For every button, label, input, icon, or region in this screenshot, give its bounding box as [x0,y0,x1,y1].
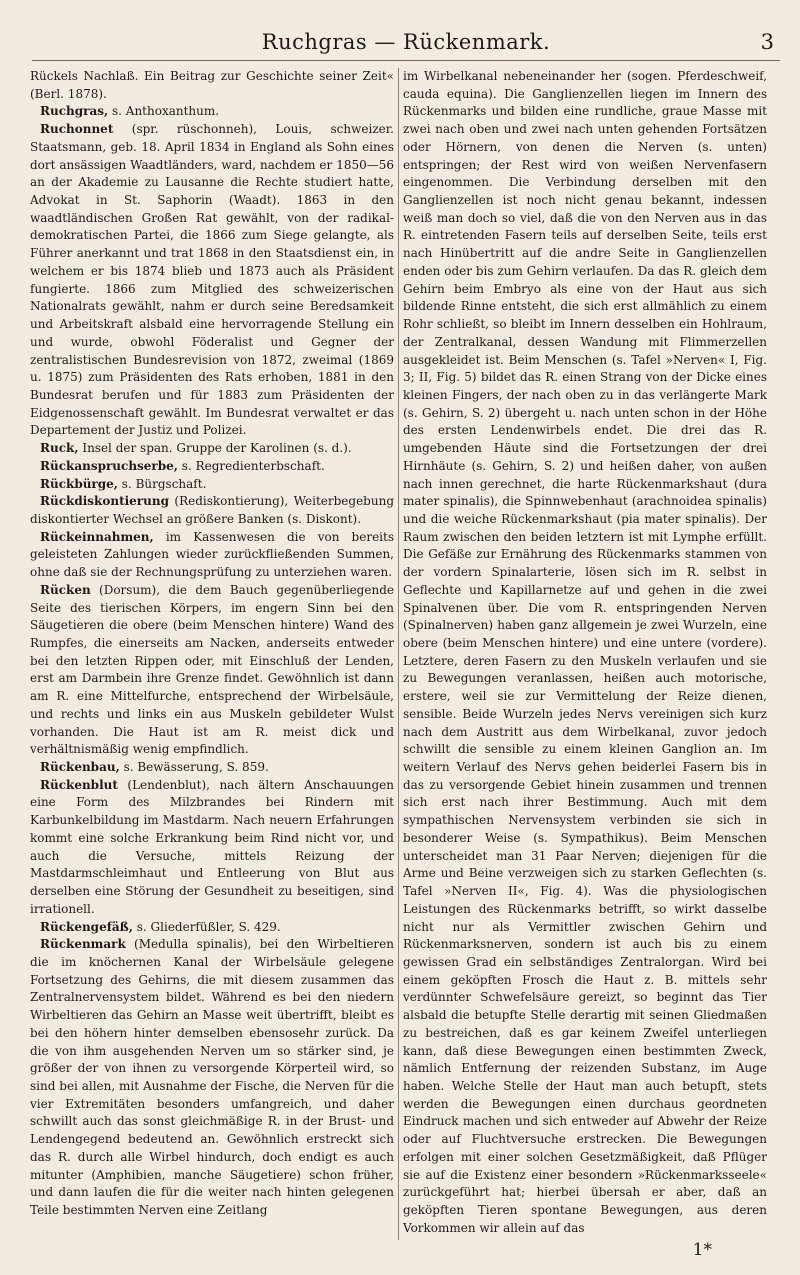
entry-text: s. Regredienterbschaft. [181,458,325,473]
entry-headword: Rückenblut [40,777,118,792]
dictionary-entry [30,777,394,919]
running-head: Ruchgras — Rückenmark. [261,30,551,54]
entry-headword: Rücken [40,582,91,597]
dictionary-entry [30,759,394,777]
entry-headword: Ruchgras, [40,104,109,119]
entry-headword: Rückenmark [40,937,126,952]
dictionary-entry [30,919,394,937]
column-divider [398,68,399,1240]
dictionary-entry [30,440,394,458]
dictionary-entry [30,121,394,440]
dictionary-entry [30,103,394,121]
dictionary-entry [30,936,394,1220]
page-number: 3 [760,30,774,54]
entry-headword: Rückenbau, [40,760,120,775]
entry-text: Insel der span. Gruppe der Karolinen (s. d.). [82,441,352,456]
dictionary-entry [30,68,394,103]
dictionary-entry [403,68,767,1237]
entry-text: (Rediskontierung), Weiterbegebung diskontierter Wechsel an größere Banken (s. Diskont). [30,494,394,526]
left-column [30,68,394,1240]
entry-text: s. Bewässerung, S. 859. [123,760,269,775]
entry-headword: Ruchonnet [40,122,114,137]
page-header [32,30,780,61]
entry-text: im Kassenwesen die von bereits geleisteten Zahlungen wieder zurückfließenden Summen, ohne daß sie der Rechnungsprüfung zu unterziehen waren. [30,529,394,580]
entry-text: Rückels Nachlaß. Ein Beitrag zur Geschichte seiner Zeit« (Berl. 1878). [30,69,394,101]
entry-text: s. Anthoxanthum. [111,104,220,119]
entry-text: im Wirbelkanal nebeneinander her (sogen. Pferdeschweif, cauda equina). Die Ganglienzellen liegen im Innern des Rückenmarks und bilden eine rundliche, graue Masse mit zwei nach oben und zwei nach unten gehenden Fortsätzen oder Hörnern, von denen die Nerven (s. unten) entspringen; der Rest wird von weißen Nervenfasern eingenommen. Die Verbindung derselben mit den Ganglienzellen ist noch nicht genau bekannt, indessen weiß man doch so viel, daß die von den Nerven aus in das R. eintretenden Fasern teils auf derselben Seite, teils erst nach Hinübertritt auf die andre Seite in Ganglienzellen enden oder bis zum Gehirn verlaufen. Da das R. gleich dem Gehirn beim Embryo als eine von der Haut aus sich bildende Rinne entsteht, die sich erst allmählich zu einem Rohr schließt, so bleibt im Innern desselben ein Hohlraum, der Zentralkanal, dessen Wandung mit Flimmerzellen ausgekleidet ist. Beim Menschen (s. Tafel »Nerven« I, Fig. 3; II, Fig. 5) bildet das R. einen Strang von der Dicke eines kleinen Fingers, der nach oben zu in das verlängerte Mark (s. Gehirn, S. 2) übergeht u. nach unten schon in der Höhe des ersten Lendenwirbels endet. Die drei das R. umgebenden Häute sind die Fortsetzungen der drei Hirnhäute (s. Gehirn, S. 2) und heißen daher, von außen nach innen gerechnet, die harte Rückenmarkshaut (dura mater spinalis), die Spinnwebenhaut (arachnoidea spinalis) und die weiche Rückenmarkshaut (pia mater spinalis). Der Raum zwischen den beiden letztern ist mit Lymphe erfüllt. Die Gefäße zur Ernährung des Rückenmarks stammen von der vordern Spinalarterie, lösen sich im R. selbst in Geflechte und Kapillarnetze auf und gehen in die zwei Spinalvenen über. Die vom R. entspringenden Nerven (Spinalnerven) haben ganz allgemein je zwei Wurzeln, eine obere (beim Menschen hintere) und eine untere (vordere). Letztere, deren Fasern zu den Muskeln verlaufen und sie zu Bewegungen veranlassen, heißen auch motorische, erstere, weil sie zur Vermittelung der Reize dienen, sensible. Beide Wurzeln jedes Nervs vereinigen sich kurz nach dem Austritt aus dem Wirbelkanal, zuvor jedoch schwillt die sensible zu einem kleinen Ganglion an. Im weitern Verlauf des Nervs gehen beiderlei Fasern bis in das zu versorgende Gebiet hinein zusammen und trennen sich erst nach ihrer Bestimmung. Auch mit dem sympathischen Nervensystem verbinden sie sich in besonderer Weise (s. Sympathikus). Beim Menschen unterscheidet man 31 Paar Nerven; diejenigen für die Arme und Beine verzweigen sich zu starken Geflechten (s. Tafel »Nerven II«, Fig. 4). Was die physiologischen Leistungen des Rückenmarks betrifft, so wirkt dasselbe nicht nur als Vermittler zwischen Gehirn und Rückenmarksnerven, sondern ist auch bis zu einem gewissen Grad ein selbständiges Zentralorgan. Wird bei einem geköpften Frosch die Haut z. B. mittels sehr verdünnter Schwefelsäure gereizt, so beginnt das Tier alsbald die betupfte Stelle derartig mit seinen Gliedmaßen zu bestreichen, daß es gar keinem Zweifel unterliegen kann, daß diese Bewegungen einen bestimmten Zweck, nämlich Entfernung der reizenden Substanz, im Auge haben. Welche Stelle der Haut man auch betupft, stets werden die Bewegungen einen durchaus geordneten Eindruck machen und sich entweder auf Abwehr der Reize oder auf Fluchtversuche erstrecken. Die Bewegungen erfolgen mit einer solchen Gesetzmäßigkeit, daß Pflüger sie auf die Existenz einer besondern »Rückenmarksseele« zurückgeführt hat; hierbei übersah er aber, daß an geköpften Tieren spontane Bewegungen, aus deren Vorkommen wir allein auf das [403,69,767,1235]
dictionary-entry [30,582,394,759]
dictionary-entry [30,476,394,494]
entry-headword: Rückbürge, [40,476,118,491]
entry-text: s. Gliederfüßler, S. 429. [136,919,281,934]
entry-headword: Rückeinnahmen, [40,529,154,544]
dictionary-entry [30,458,394,476]
dictionary-entry [30,493,394,528]
entry-text: (Medulla spinalis), bei den Wirbeltieren die im knöchernen Kanal der Wirbelsäule gelegene Fortsetzung des Gehirns, die mit diesem zusammen das Zentralnervensystem bildet. Während es bei den niedern Wirbeltieren das Gehirn an Masse weit übertrifft, bleibt es bei den höhern hinter demselben ebensosehr zurück. Da die von ihm ausgehenden Nerven um so stärker sind, je größer der von ihnen zu versorgende Körperteil wird, so sind bei allen, mit Ausnahme der Fische, die Nerven für die vier Extremitäten besonders umfangreich, und daher schwillt auch das sonst gleichmäßige R. in der Brust- und Lendengegend bedeutend an. Gewöhnlich erstreckt sich das R. durch alle Wirbel hindurch, doch endigt es auch mitunter (Amphibien, manche Säugetiere) schon früher, und dann laufen die für die weiter nach hinten gelegenen Teile bestimmten Nerven eine Zeitlang [30,937,394,1217]
entry-text: (spr. rüschonneh), Louis, schweizer. Staatsmann, geb. 18. April 1834 in England als Sohn eines dort ansässigen Waadtländers, ward, nachdem er 1850—56 an der Akademie zu Lausanne die Rechte studiert hatte, Advokat in St. Saphorin (Waadt). 1863 in den waadtländischen Großen Rat gewählt, von der radikal-demokratischen Partei, die 1866 zum Siege gelangte, als Führer anerkannt und trat 1868 in den Staatsdienst ein, in welchem er bis 1874 blieb und 1873 auch als Präsident fungierte. 1866 zum Mitglied des schweizerischen Nationalrats gewählt, nahm er durch seine Beredsamkeit und Arbeitskraft alsbald eine hervorragende Stellung ein und wurde, obwohl Föderalist und Gegner der zentralistischen Bundesrevision von 1872, zweimal (1869 u. 1875) zum Präsidenten des Rats erhoben, 1881 in den Bundesrat berufen und für 1883 zum Präsidenten der Eidgenossenschaft gewählt. Im Bundesrat verwaltet er das Departement der Justiz und Polizei. [30,122,394,438]
entry-headword: Rückanspruchserbe, [40,458,178,473]
entry-headword: Rückdiskontierung [40,494,169,509]
printer-signature: 1* [692,1240,712,1260]
right-column [403,68,767,1240]
entry-headword: Ruck, [40,441,79,456]
entry-text: (Dorsum), die dem Bauch gegenüberliegende Seite des tierischen Körpers, im engern Sinn bei den Säugetieren die obere (beim Menschen hintere) Wand des Rumpfes, die einerseits am Nacken, anderseits entweder bei den letzten Rippen oder, mit Einschluß der Lenden, erst am Darmbein ihre Grenze findet. Gewöhnlich ist dann am R. eine Mittelfurche, entsprechend der Wirbelsäule, und rechts und links ein aus Muskeln gebildeter Wulst vorhanden. Die Haut ist am R. meist dick und verhältnismäßig wenig empfindlich. [30,582,394,757]
dictionary-entry [30,529,394,582]
entry-text: (Lendenblut), nach ältern Anschauungen eine Form des Milzbrandes bei Rindern mit Karbunkelbildung im Mastdarm. Nach neuern Erfahrungen kommt eine solche Erkrankung beim Rind nicht vor, und auch die Versuche, mittels Reizung der Mastdarmschleimhaut und Entleerung von Blut aus derselben eine Störung der Gesundheit zu beseitigen, sind irrationell. [30,777,394,916]
entry-text: s. Bürgschaft. [121,476,207,491]
entry-headword: Rückengefäß, [40,919,133,934]
